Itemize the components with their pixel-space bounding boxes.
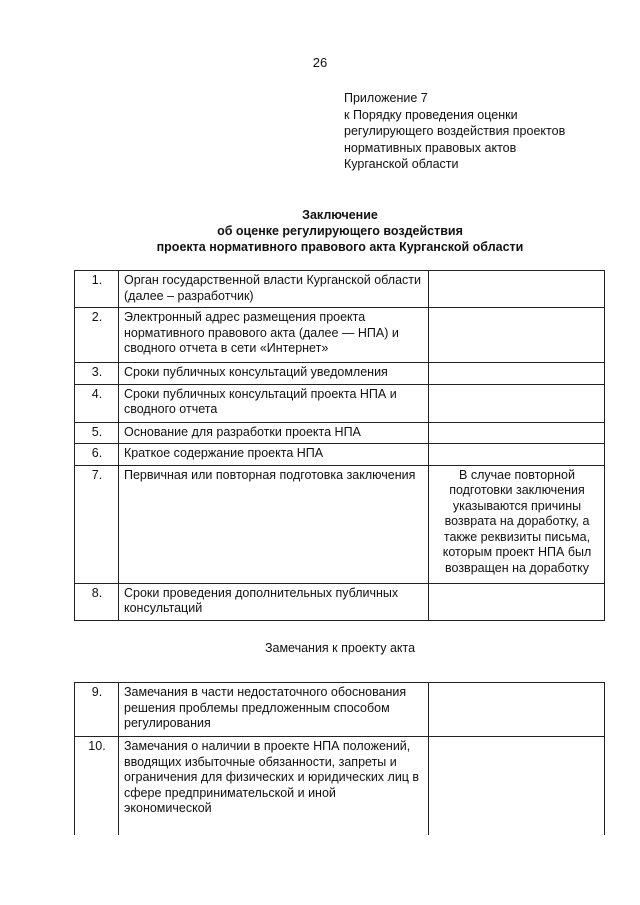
row-label: Основание для разработки проекта НПА (119, 422, 429, 444)
page-number: 26 (312, 55, 328, 70)
table-row (75, 737, 605, 836)
row-value (429, 683, 605, 737)
appendix-line: Курганской области (344, 157, 459, 171)
table-row (75, 683, 605, 737)
row-number: 10. (75, 737, 119, 836)
row-number: 4. (75, 384, 119, 422)
remarks-table (74, 682, 605, 835)
row-value: В случае повторной подготовки заключения указываются причины возврата на доработку, а также реквизиты письма, которым проект НПА был возвращен на доработку (429, 465, 605, 583)
row-label: Сроки публичных консультаций проекта НПА и сводного отчета (119, 384, 429, 422)
row-label: Сроки проведения дополнительных публичных консультаций (119, 583, 429, 620)
appendix-line: нормативных правовых актов (344, 140, 517, 155)
row-label: Замечания в части недостаточного обоснования решения проблемы предложенным способом регулирования (119, 683, 429, 737)
row-number: 3. (75, 363, 119, 385)
title-line: Заключение (302, 208, 378, 222)
row-number: 8. (75, 583, 119, 620)
row-label: Орган государственной власти Курганской области (далее – разработчик) (119, 271, 429, 308)
row-number: 1. (75, 271, 119, 308)
title-line: проекта нормативного правового акта Курганской области (156, 240, 524, 254)
row-number: 9. (75, 683, 119, 737)
remarks-heading: Замечания к проекту акта (264, 641, 416, 655)
row-label: Краткое содержание проекта НПА (119, 444, 429, 466)
appendix-line: к Порядку проведения оценки (344, 107, 518, 122)
row-label: Первичная или повторная подготовка заключения (119, 465, 429, 583)
row-label: Электронный адрес размещения проекта нормативного правового акта (далее — НПА) и сводного отчета в сети «Интернет» (119, 308, 429, 363)
row-number: 2. (75, 308, 119, 363)
appendix-line: Приложение 7 (344, 91, 428, 105)
row-number: 7. (75, 465, 119, 583)
row-number: 6. (75, 444, 119, 466)
row-value (429, 737, 605, 836)
appendix-line: регулирующего воздействия проектов (344, 124, 566, 138)
row-label: Сроки публичных консультаций уведомления (119, 363, 429, 385)
row-label: Замечания о наличии в проекте НПА положений, вводящих избыточные обязанности, запреты и ограничения для физических и юридических лиц в сфере предпринимательской и иной экономической (119, 737, 429, 836)
row-number: 5. (75, 422, 119, 444)
title-line: об оценке регулирующего воздействия (217, 224, 463, 238)
